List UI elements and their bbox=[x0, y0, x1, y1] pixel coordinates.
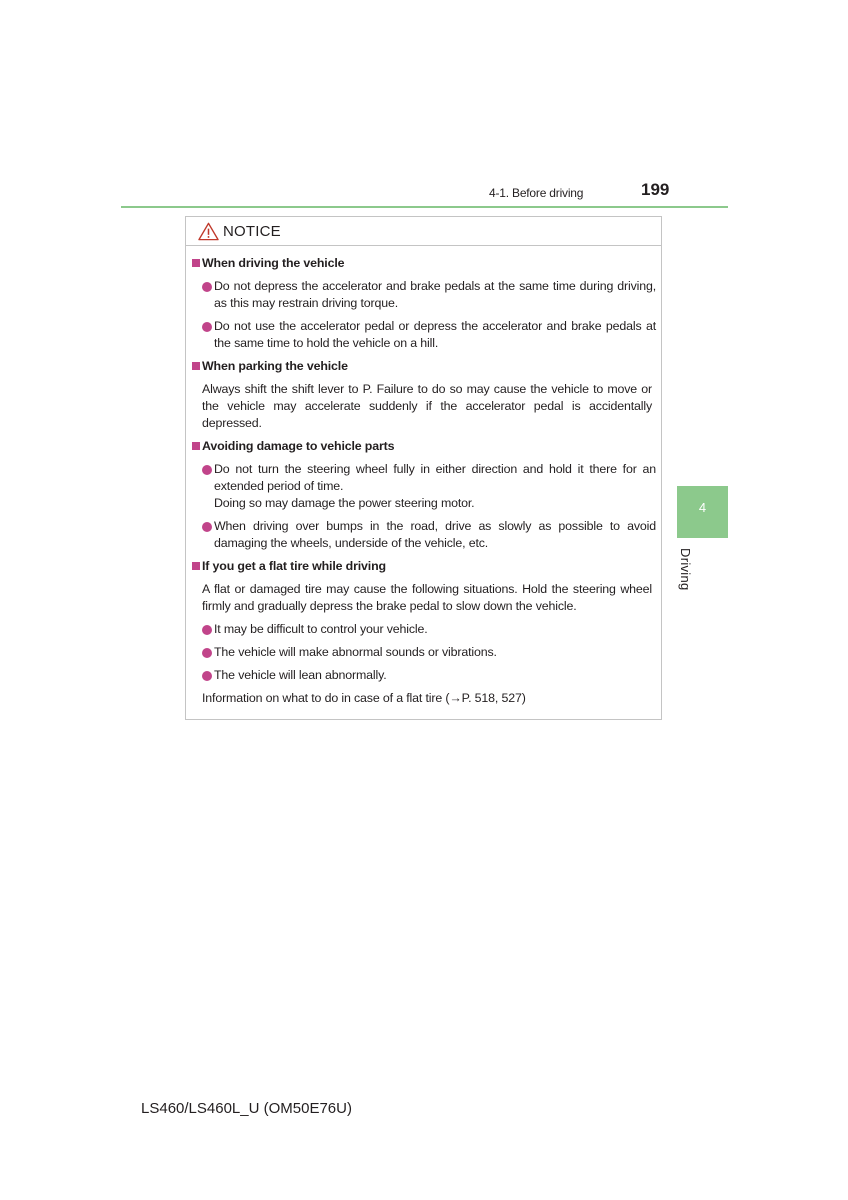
footer-model-code: LS460/LS460L_U (OM50E76U) bbox=[141, 1100, 352, 1117]
list-item: Do not depress the accelerator and brake pedals at the same time during driving, as this may restrain driving torque. bbox=[186, 278, 661, 312]
section-heading: When parking the vehicle bbox=[186, 358, 661, 375]
header-divider bbox=[121, 206, 728, 208]
list-item: The vehicle will make abnormal sounds or vibrations. bbox=[186, 644, 661, 661]
paragraph: A flat or damaged tire may cause the following situations. Hold the steering wheel firmly and gradually depress the brake pedal to slow down the vehicle. bbox=[202, 582, 652, 613]
page-number: 199 bbox=[641, 180, 670, 199]
chapter-label: Driving bbox=[678, 548, 693, 591]
list-item: The vehicle will lean abnormally. bbox=[186, 667, 661, 684]
circle-bullet-icon bbox=[202, 671, 212, 681]
square-bullet-icon bbox=[192, 442, 200, 450]
circle-bullet-icon bbox=[202, 282, 212, 292]
cross-reference: Information on what to do in case of a flat tire (→P. 518, 527) bbox=[202, 691, 526, 705]
notice-box bbox=[185, 216, 662, 720]
section-heading: Avoiding damage to vehicle parts bbox=[186, 438, 661, 455]
warning-triangle-icon bbox=[198, 222, 219, 241]
chapter-tab bbox=[677, 486, 728, 538]
notice-header bbox=[186, 217, 661, 246]
square-bullet-icon bbox=[192, 562, 200, 570]
chapter-number: 4 bbox=[698, 500, 707, 515]
section-heading: When driving the vehicle bbox=[186, 255, 661, 272]
list-item: Do not turn the steering wheel fully in either direction and hold it there for an extended period of time. Doing so may damage the power steering motor. bbox=[186, 461, 661, 512]
circle-bullet-icon bbox=[202, 322, 212, 332]
paragraph: Always shift the shift lever to P. Failure to do so may cause the vehicle to move or the vehicle may accelerate suddenly if the accelerator pedal is accidentally depressed. bbox=[202, 382, 652, 430]
notice-content bbox=[186, 255, 661, 713]
list-item: When driving over bumps in the road, drive as slowly as possible to avoid damaging the wheels, underside of the vehicle, etc. bbox=[186, 518, 661, 552]
section-heading: If you get a flat tire while driving bbox=[186, 558, 661, 575]
circle-bullet-icon bbox=[202, 648, 212, 658]
square-bullet-icon bbox=[192, 362, 200, 370]
circle-bullet-icon bbox=[202, 625, 212, 635]
list-item: It may be difficult to control your vehicle. bbox=[186, 621, 661, 638]
section-title: 4-1. Before driving bbox=[489, 186, 584, 200]
list-item: Do not use the accelerator pedal or depress the accelerator and brake pedals at the same time to hold the vehicle on a hill. bbox=[186, 318, 661, 352]
circle-bullet-icon bbox=[202, 465, 212, 475]
square-bullet-icon bbox=[192, 259, 200, 267]
notice-title: NOTICE bbox=[223, 223, 281, 240]
circle-bullet-icon bbox=[202, 522, 212, 532]
